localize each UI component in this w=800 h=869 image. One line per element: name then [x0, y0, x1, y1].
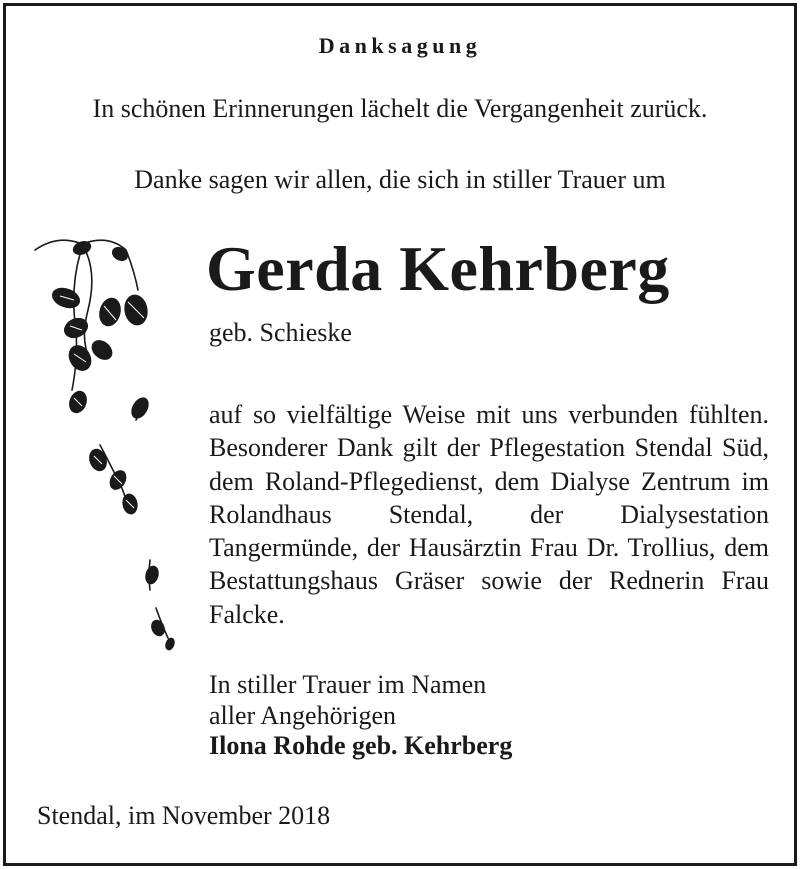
thanks-body: auf so vielfältige Weise mit uns verbunden fühlten. Besonderer Dank gilt der Pflegestation Stendal Süd, dem Roland-Pflegedienst, dem Dialyse Zentrum im Rolandhaus Stendal, der Dialysestation Tangermünde, der Hausärztin Frau Dr. Trollius, dem Bestattungshaus Gräser sowie der Rednerin Frau Falcke.: [209, 400, 769, 629]
birth-name: geb. Schieske: [209, 318, 352, 347]
birch-branch-icon: [30, 230, 180, 660]
place-date: Stendal, im November 2018: [37, 801, 331, 830]
closing-line-1: In stiller Trauer im Namen: [209, 670, 487, 699]
motto: In schönen Erinnerungen lächelt die Vergangenheit zurück.: [92, 94, 708, 123]
signer-name: Ilona Rohde geb. Kehrberg: [209, 731, 513, 760]
closing-block: [209, 670, 512, 762]
closing-line-2: aller Angehörigen: [209, 700, 396, 730]
deceased-name: Gerda Kehrberg: [206, 233, 670, 304]
notice-heading: Danksagung: [318, 33, 482, 58]
intro-line: Danke sagen wir allen, die sich in stiller Trauer um: [134, 165, 666, 194]
